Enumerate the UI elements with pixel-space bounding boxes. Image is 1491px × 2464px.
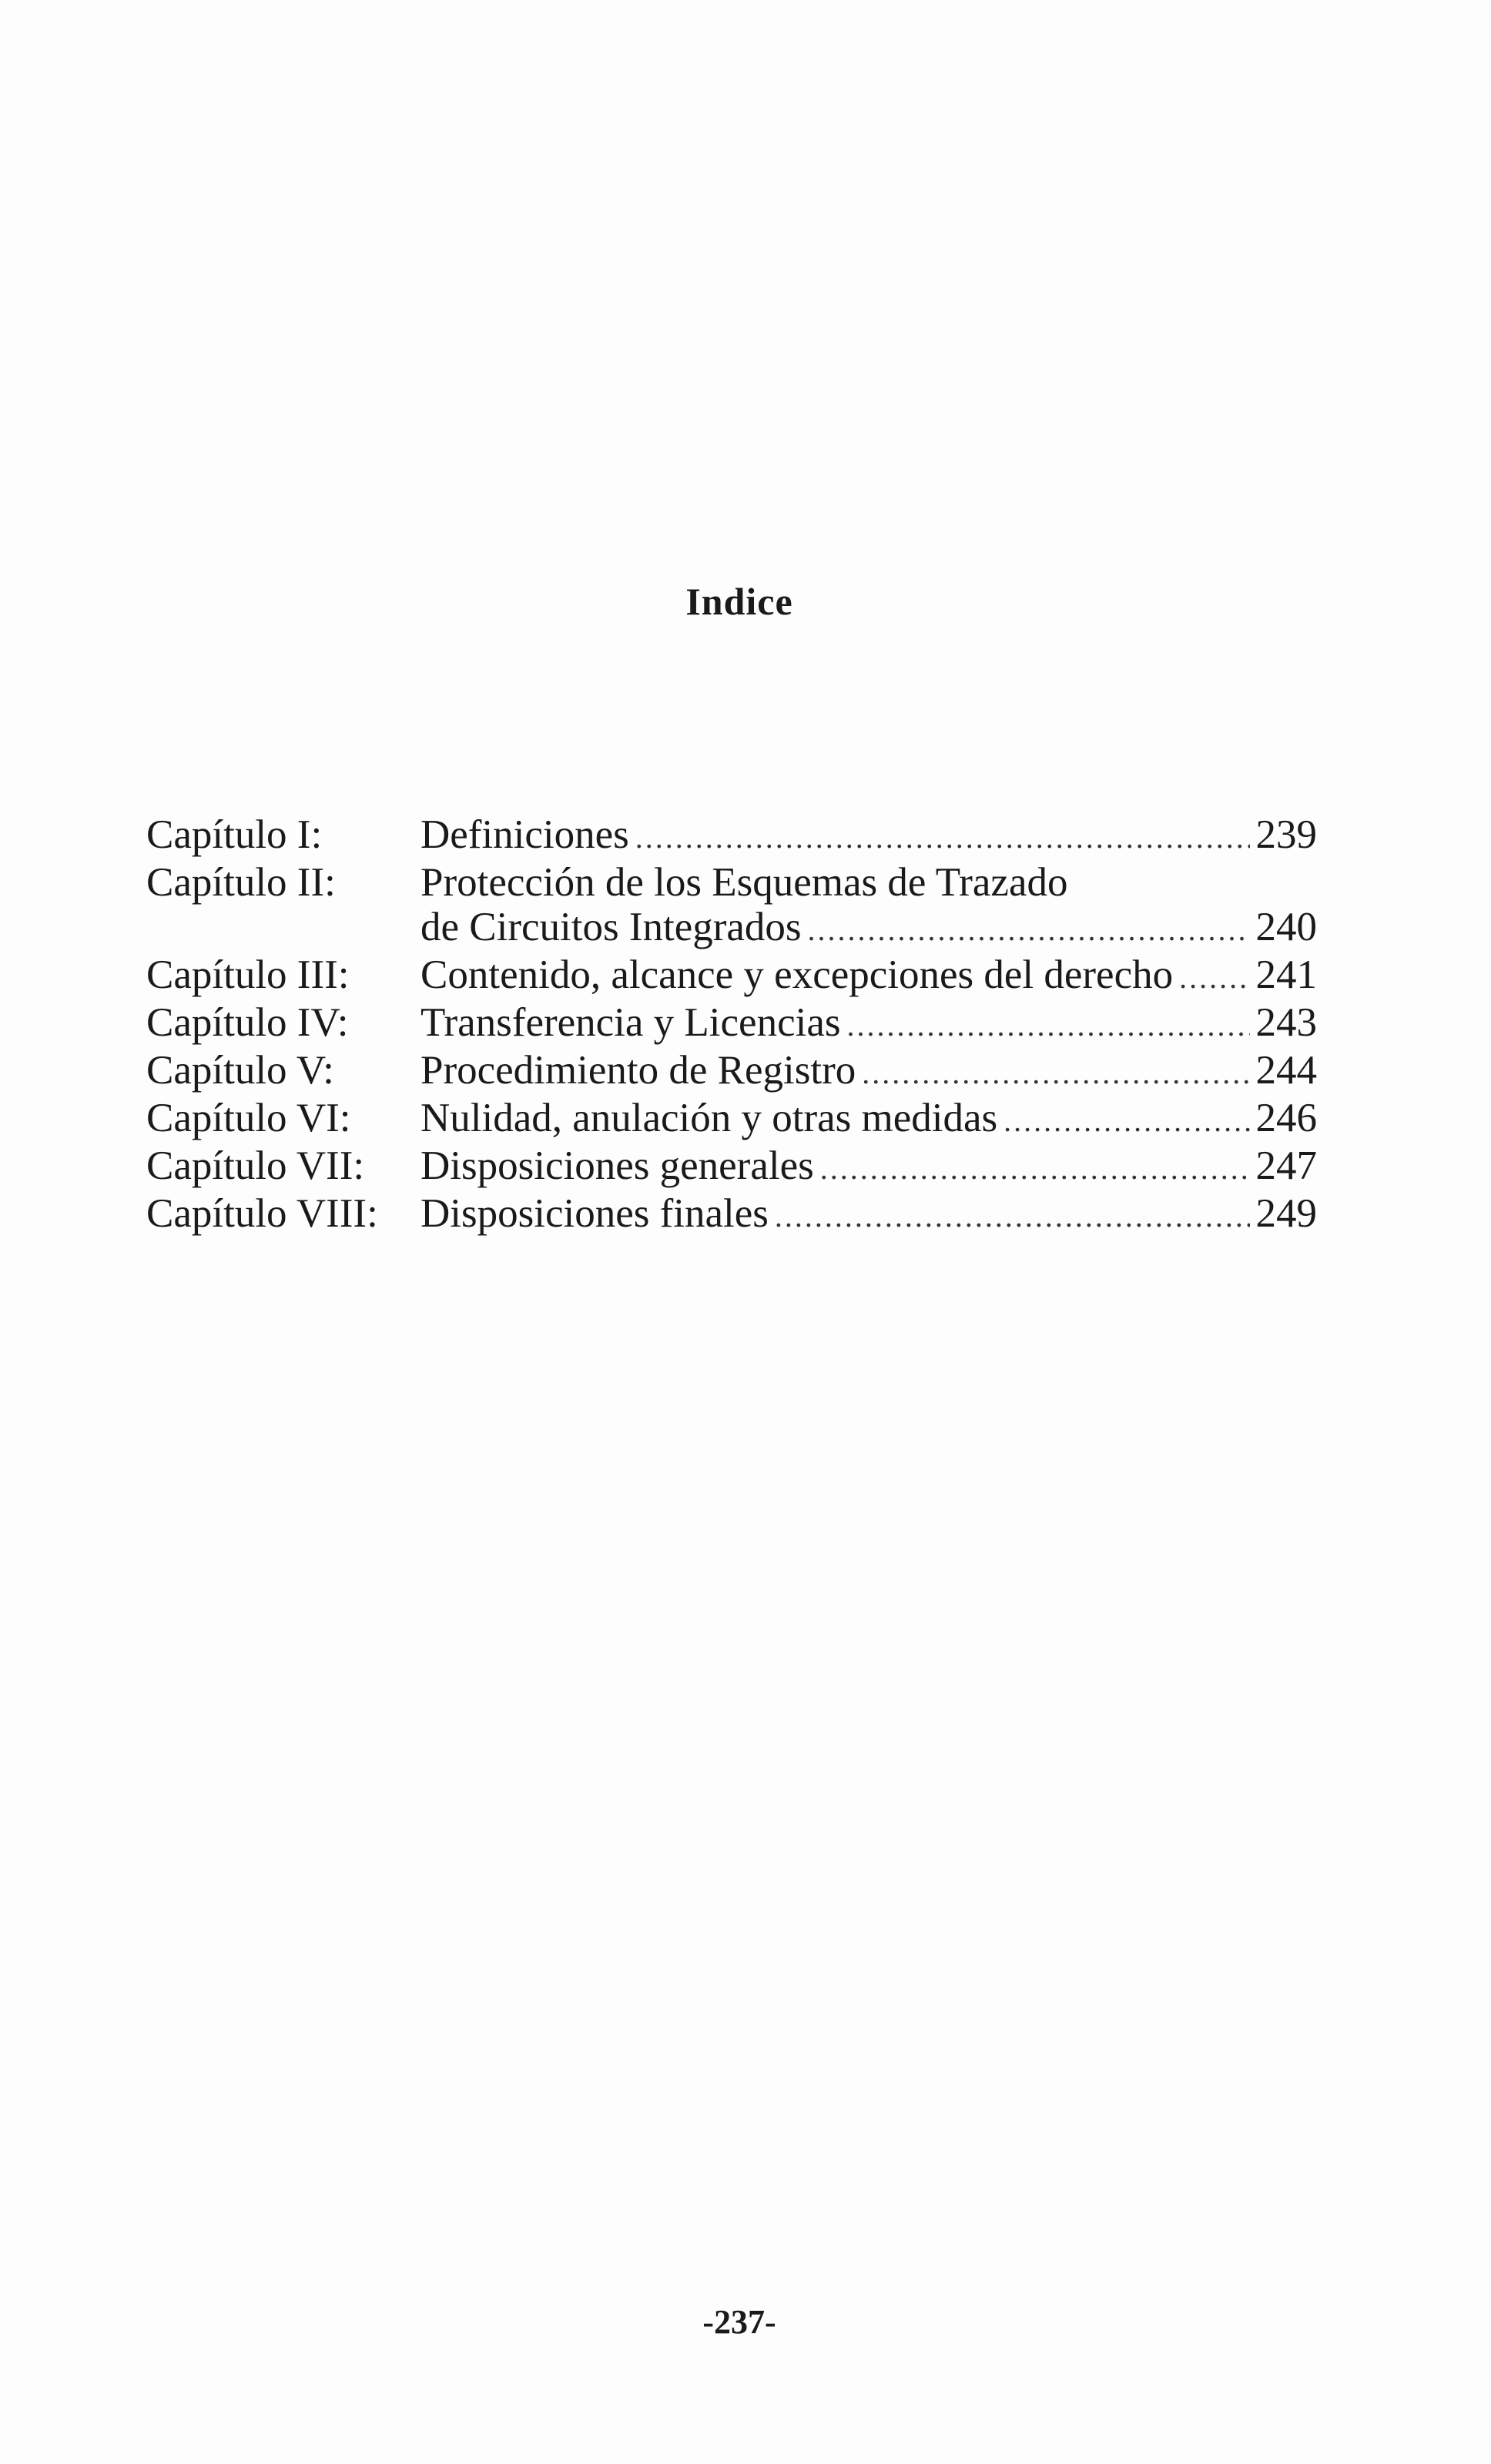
toc-entry — [146, 1191, 1317, 1239]
chapter-label: Capítulo II: — [146, 860, 336, 905]
entry-title-line-1: Protección de los Esquemas de Trazado — [420, 860, 1068, 905]
entry-body — [420, 952, 1317, 1000]
entry-title: Transferencia y Licencias — [420, 1000, 841, 1045]
toc-entry — [146, 1143, 1317, 1191]
toc-entry — [146, 1096, 1317, 1143]
chapter-label: Capítulo VII: — [146, 1143, 365, 1188]
entry-title: Procedimiento de Registro — [420, 1048, 856, 1093]
entry-page-number: 244 — [1255, 1048, 1317, 1093]
entry-body — [420, 1191, 1317, 1239]
entry-page-number: 243 — [1255, 1000, 1317, 1045]
entry-page-number: 239 — [1255, 812, 1317, 857]
dot-leader — [1179, 956, 1249, 1000]
page-title: Indice — [685, 580, 793, 623]
toc-entry — [146, 952, 1317, 1000]
entry-body — [420, 1048, 1317, 1096]
toc-entry — [146, 1048, 1317, 1096]
toc-entry — [146, 812, 1317, 860]
page-number: -237- — [702, 2303, 776, 2341]
entry-body — [420, 1096, 1317, 1143]
dot-leader — [846, 1003, 1249, 1048]
dot-leader — [635, 815, 1250, 860]
toc-entry — [146, 860, 1317, 952]
toc-entry — [146, 1000, 1317, 1048]
chapter-label: Capítulo III: — [146, 952, 350, 997]
entry-body — [420, 812, 1317, 860]
dot-leader — [820, 1147, 1250, 1191]
chapter-label: Capítulo IV: — [146, 1000, 349, 1045]
dot-leader — [808, 908, 1250, 952]
entry-title: Disposiciones generales — [420, 1143, 814, 1188]
entry-body — [420, 1000, 1317, 1048]
chapter-label: Capítulo I: — [146, 812, 323, 857]
entry-title: Disposiciones finales — [420, 1191, 769, 1236]
entry-title: Definiciones — [420, 812, 629, 857]
dot-leader — [775, 1194, 1250, 1239]
entry-body — [420, 860, 1317, 952]
entry-title: de Circuitos Integrados — [420, 905, 802, 949]
entry-title: Nulidad, anulación y otras medidas — [420, 1096, 998, 1140]
entry-page-number: 247 — [1255, 1143, 1317, 1188]
dot-leader — [1003, 1099, 1249, 1143]
entry-body — [420, 1143, 1317, 1191]
chapter-label: Capítulo VI: — [146, 1096, 351, 1140]
entry-page-number: 249 — [1255, 1191, 1317, 1236]
entry-title: Contenido, alcance y excepciones del derecho — [420, 952, 1174, 997]
chapter-label: Capítulo V: — [146, 1048, 334, 1093]
entry-page-number: 246 — [1255, 1096, 1317, 1140]
table-of-contents — [146, 812, 1317, 1239]
dot-leader — [862, 1051, 1249, 1096]
entry-page-number: 241 — [1255, 952, 1317, 997]
chapter-label: Capítulo VIII: — [146, 1191, 378, 1236]
entry-page-number: 240 — [1255, 905, 1317, 949]
